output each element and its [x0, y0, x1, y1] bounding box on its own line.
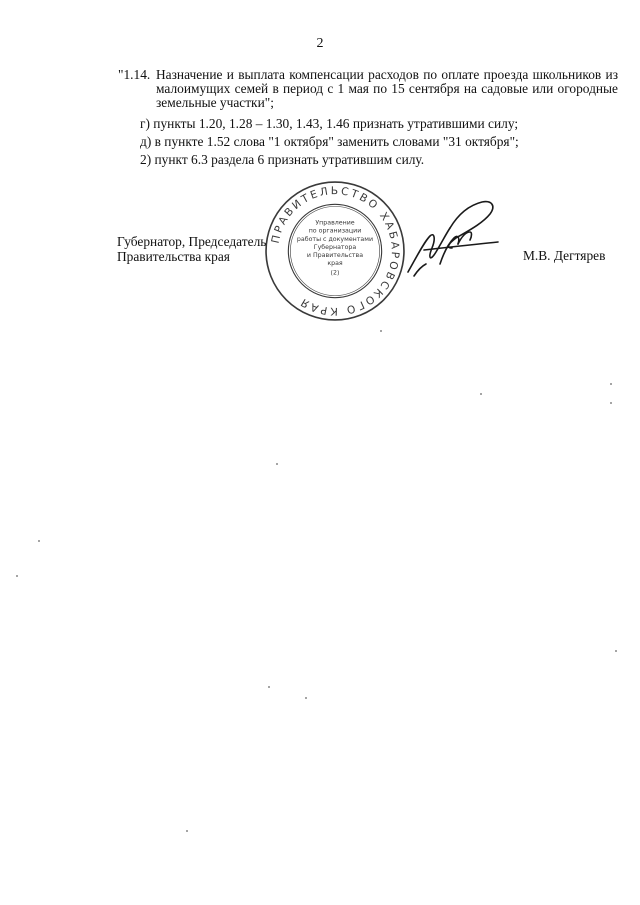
- page-number: 2: [316, 36, 324, 51]
- seal-ring-text: ПРАВИТЕЛЬСТВО ХАБАРОВСКОГО КРАЯ: [268, 184, 402, 318]
- seal-line: работы с документами: [296, 235, 374, 243]
- scan-speck: [38, 540, 40, 542]
- scan-speck: [610, 383, 612, 385]
- seal-line: края: [327, 260, 343, 268]
- signatory-name: М.В. Дегтярев: [523, 248, 606, 263]
- list-item: [118, 68, 618, 110]
- seal-line: (2): [330, 269, 340, 277]
- scan-speck: [610, 402, 612, 404]
- official-seal: [264, 180, 406, 322]
- scan-speck: [16, 575, 18, 577]
- scan-speck: [305, 697, 307, 699]
- handwritten-signature: [400, 192, 500, 280]
- seal-line: по организации: [308, 227, 362, 235]
- seal-line: и Правительства: [306, 252, 364, 260]
- scan-speck: [380, 330, 382, 332]
- scan-speck: [268, 686, 270, 688]
- seal-line: Управление: [315, 219, 355, 227]
- item-text: Назначение и выплата компенсации расходов по оплате проезда школьников из малоимущих семей в период с 1 мая по 15 сентября на садовые или огородные земельные участки";: [156, 67, 618, 110]
- signatory-position-line1: Губернатор, Председатель: [117, 234, 267, 249]
- signatory-position: [117, 234, 266, 264]
- subitem-2: 2) пункт 6.3 раздела 6 признать утратившим силу.: [140, 152, 425, 167]
- signatory-position-line2: Правительства края: [117, 249, 230, 264]
- subitem-d: д) в пункте 1.52 слова "1 октября" заменить словами "31 октября";: [140, 134, 519, 149]
- subitem-g: г) пункты 1.20, 1.28 – 1.30, 1.43, 1.46 признать утратившими силу;: [140, 116, 519, 131]
- seal-line: Губернатора: [313, 243, 357, 251]
- scan-speck: [186, 830, 188, 832]
- scan-speck: [480, 393, 482, 395]
- item-number: "1.14.: [118, 67, 151, 82]
- scan-speck: [615, 650, 617, 652]
- scan-speck: [276, 463, 278, 465]
